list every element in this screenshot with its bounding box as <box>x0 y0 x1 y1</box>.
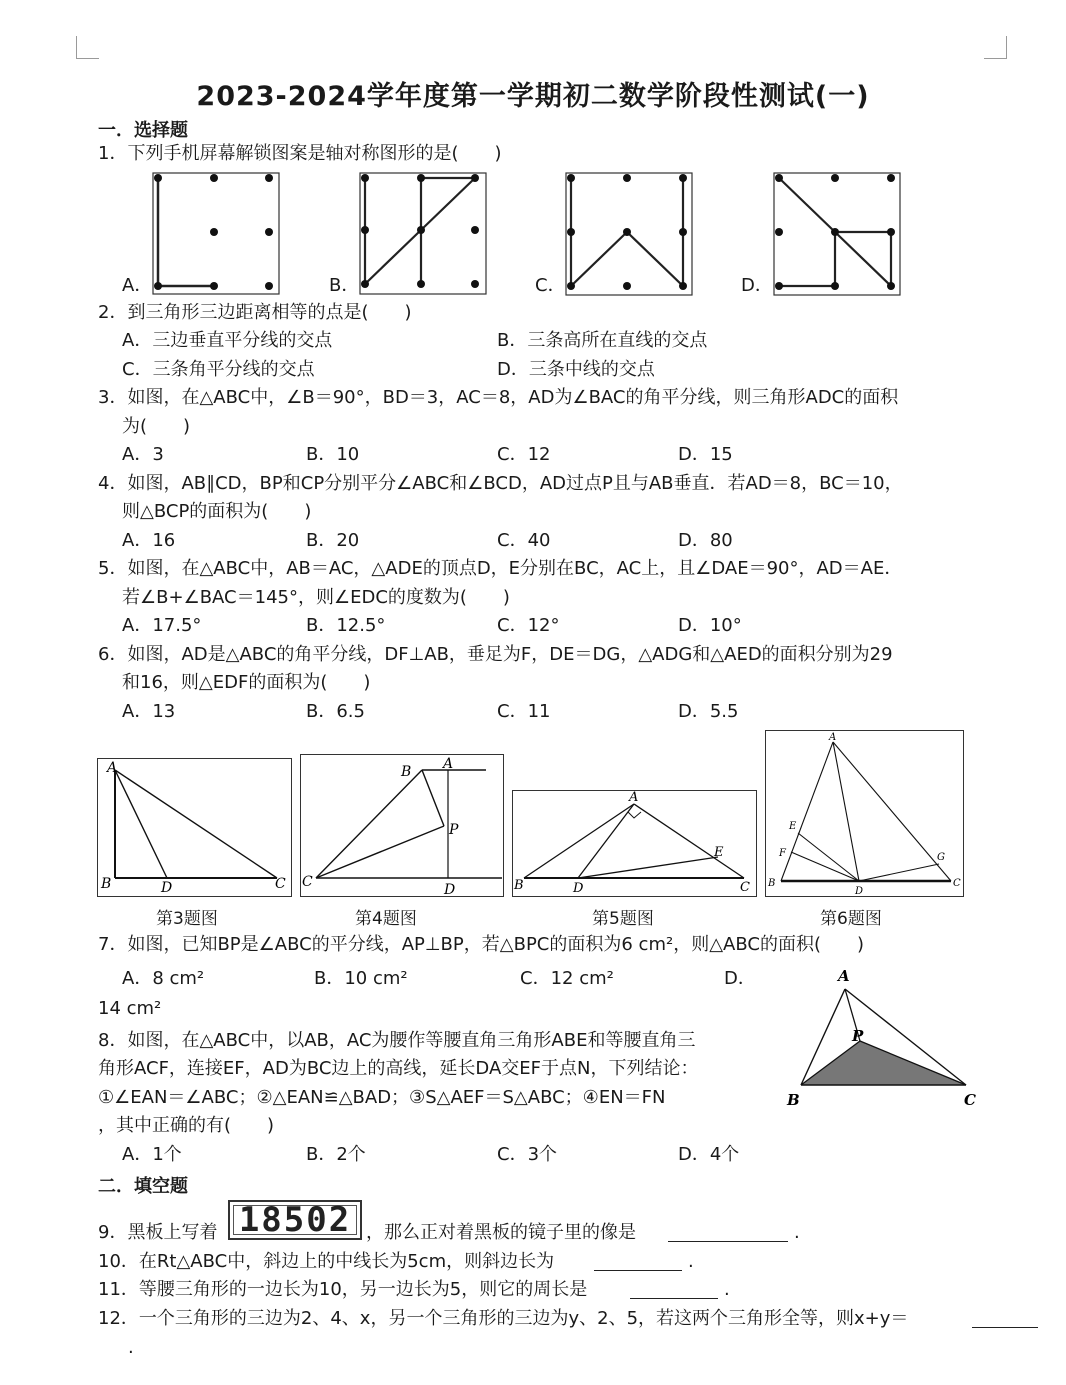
fig6-label-f: F <box>779 848 786 859</box>
figure-q3-caption: 第3题图 <box>156 909 218 929</box>
q11-answer-blank[interactable] <box>630 1279 718 1299</box>
fig3-label-d: D <box>161 880 173 896</box>
fig5-label-d: D <box>573 881 584 896</box>
q9-stem-before: 9．黑板上写着 <box>98 1222 218 1243</box>
fig6-label-a: A <box>829 732 837 743</box>
q2-option-b[interactable]: B．三条高所在直线的交点 <box>497 330 708 351</box>
q6-option-a[interactable]: A．13 <box>122 701 176 722</box>
q10-answer-blank[interactable] <box>594 1251 682 1271</box>
q3-stem-line1: 3．如图，在△ABC中，∠B＝90°，BD＝3，AC＝8，AD为∠BAC的角平分线，则三角形ADC的面积 <box>98 387 899 408</box>
fig6-label-b: B <box>768 878 776 889</box>
q8-option-c[interactable]: C．3个 <box>497 1144 558 1165</box>
unlock-pattern-b <box>359 172 489 296</box>
q8-stem-line3: ①∠EAN＝∠ABC；②△EAN≌△BAD；③S△AEF＝S△ABC；④EN＝FN <box>98 1087 666 1108</box>
figure-q4 <box>300 754 505 898</box>
q4-option-d[interactable]: D．80 <box>678 530 733 551</box>
q9-answer-blank[interactable] <box>668 1222 788 1242</box>
fig6-label-d: D <box>855 886 864 897</box>
fig4-label-b: B <box>401 764 412 780</box>
q6-option-b[interactable]: B．6.5 <box>306 701 365 722</box>
q4-option-a[interactable]: A．16 <box>122 530 176 551</box>
q8-stem-line2: 角形ACF，连接EF，AD为BC边上的高线，延长DA交EF于点N，下列结论： <box>98 1058 699 1079</box>
figure-q5-caption: 第5题图 <box>592 909 654 929</box>
q11-stem: 11．等腰三角形的一边长为10，另一边长为5，则它的周长是 <box>98 1279 588 1300</box>
unlock-pattern-d <box>773 172 903 298</box>
fig5-label-a: A <box>629 790 639 805</box>
q8-option-b[interactable]: B．2个 <box>306 1144 366 1165</box>
q7-option-c[interactable]: C．12 cm² <box>520 968 614 989</box>
q10-stem: 10．在Rt△ABC中，斜边上的中线长为5cm，则斜边长为 <box>98 1251 555 1272</box>
q5-stem-line2: 若∠B+∠BAC＝145°，则∠EDC的度数为( ) <box>122 587 510 608</box>
fig7-label-c: C <box>964 1091 976 1109</box>
fig7-label-a: A <box>838 967 850 985</box>
q2-option-a[interactable]: A．三边垂直平分线的交点 <box>122 330 333 351</box>
q10-period: . <box>688 1251 694 1272</box>
section-fill-heading: 二．填空题 <box>98 1176 188 1197</box>
q11-period: . <box>724 1279 730 1300</box>
q12-period: . <box>128 1337 134 1358</box>
q3-option-d[interactable]: D．15 <box>678 444 733 465</box>
fig4-label-a: A <box>443 756 454 772</box>
q1-option-b[interactable]: B． <box>329 275 360 296</box>
fig7-label-p: P <box>852 1027 864 1045</box>
fig4-label-p: P <box>449 822 459 838</box>
q3-option-b[interactable]: B．10 <box>306 444 360 465</box>
q9-stem-after: ，那么正对着黑板的镜子里的像是 <box>366 1222 636 1243</box>
q12-stem: 12．一个三角形的三边为2、4、x，另一个三角形的三边为y、2、5，若这两个三角形全等，则x+y＝ <box>98 1308 909 1329</box>
q2-stem: 2．到三角形三边距离相等的点是( ) <box>98 302 412 323</box>
q3-option-a[interactable]: A．3 <box>122 444 164 465</box>
q5-option-b[interactable]: B．12.5° <box>306 615 386 636</box>
q1-option-c[interactable]: C． <box>535 275 566 296</box>
q8-option-a[interactable]: A．1个 <box>122 1144 182 1165</box>
q1-option-d[interactable]: D． <box>741 275 773 296</box>
q4-option-b[interactable]: B．20 <box>306 530 360 551</box>
q7-option-d[interactable]: D． <box>724 968 756 989</box>
figure-q6 <box>765 730 965 898</box>
fig5-label-e: E <box>714 845 724 860</box>
fig6-label-g: G <box>937 852 945 863</box>
q4-stem-line1: 4．如图，AB∥CD，BP和CP分别平分∠ABC和∠BCD，AD过点P且与AB垂直．若AD＝8，BC＝10， <box>98 473 903 494</box>
q1-option-a[interactable]: A． <box>122 275 153 296</box>
q7-option-b[interactable]: B．10 cm² <box>314 968 408 989</box>
q3-option-c[interactable]: C．12 <box>497 444 551 465</box>
q6-option-d[interactable]: D．5.5 <box>678 701 739 722</box>
q12-answer-blank[interactable] <box>972 1308 1038 1328</box>
q4-stem-line2: 则△BCP的面积为( ) <box>122 501 312 522</box>
crop-mark-top-left <box>76 36 99 59</box>
q5-option-a[interactable]: A．17.5° <box>122 615 202 636</box>
q8-option-d[interactable]: D．4个 <box>678 1144 740 1165</box>
fig3-label-a: A <box>107 760 118 776</box>
q6-option-c[interactable]: C．11 <box>497 701 551 722</box>
q6-stem-line2: 和16，则△EDF的面积为( ) <box>122 672 371 693</box>
figure-q6-caption: 第6题图 <box>820 909 882 929</box>
blackboard-digits <box>228 1200 362 1240</box>
fig5-label-b: B <box>514 878 524 893</box>
fig4-label-d: D <box>444 882 456 898</box>
q5-stem-line1: 5．如图，在△ABC中，AB＝AC，△ADE的顶点D，E分别在BC，AC上，且∠DAE＝90°，AD＝AE． <box>98 558 903 579</box>
figure-q4-caption: 第4题图 <box>355 909 417 929</box>
section-choice-heading: 一．选择题 <box>98 120 188 141</box>
q2-option-c[interactable]: C．三条角平分线的交点 <box>122 359 315 380</box>
fig5-label-c: C <box>740 880 750 895</box>
fig3-label-c: C <box>275 876 286 892</box>
page-title: 2023-2024学年度第一学期初二数学阶段性测试(一) <box>196 81 870 112</box>
fig6-label-c: C <box>953 878 961 889</box>
unlock-pattern-a <box>152 172 282 296</box>
q5-option-d[interactable]: D．10° <box>678 615 742 636</box>
fig6-label-e: E <box>789 821 797 832</box>
figure-q5 <box>512 790 758 898</box>
fig7-label-b: B <box>787 1091 800 1109</box>
q7-option-d-value[interactable]: 14 cm² <box>98 998 162 1019</box>
fig4-label-c: C <box>302 874 313 890</box>
figure-q3 <box>97 758 293 898</box>
q7-stem: 7．如图，已知BP是∠ABC的平分线，AP⊥BP，若△BPC的面积为6 cm²，则△ABC的面积( ) <box>98 934 864 955</box>
q1-stem: 1．下列手机屏幕解锁图案是轴对称图形的是( ) <box>98 143 502 164</box>
q4-option-c[interactable]: C．40 <box>497 530 551 551</box>
q5-option-c[interactable]: C．12° <box>497 615 560 636</box>
fig3-label-b: B <box>101 876 112 892</box>
q8-stem-line1: 8．如图，在△ABC中，以AB，AC为腰作等腰直角三角形ABE和等腰直角三 <box>98 1030 696 1051</box>
crop-mark-top-right <box>984 36 1007 59</box>
q6-stem-line1: 6．如图，AD是△ABC的角平分线，DF⊥AB，垂足为F，DE＝DG，△ADG和△AED的面积分别为29 <box>98 644 893 665</box>
q8-stem-line4: ，其中正确的有( ) <box>98 1115 275 1136</box>
blackboard-digits-text: 18502 <box>238 1200 352 1240</box>
q2-option-d[interactable]: D．三条中线的交点 <box>497 359 655 380</box>
unlock-pattern-c <box>565 172 695 298</box>
q7-option-a[interactable]: A．8 cm² <box>122 968 205 989</box>
q3-stem-line2: 为( ) <box>122 416 191 437</box>
figure-q7 <box>782 965 982 1113</box>
q9-period: . <box>794 1222 800 1243</box>
